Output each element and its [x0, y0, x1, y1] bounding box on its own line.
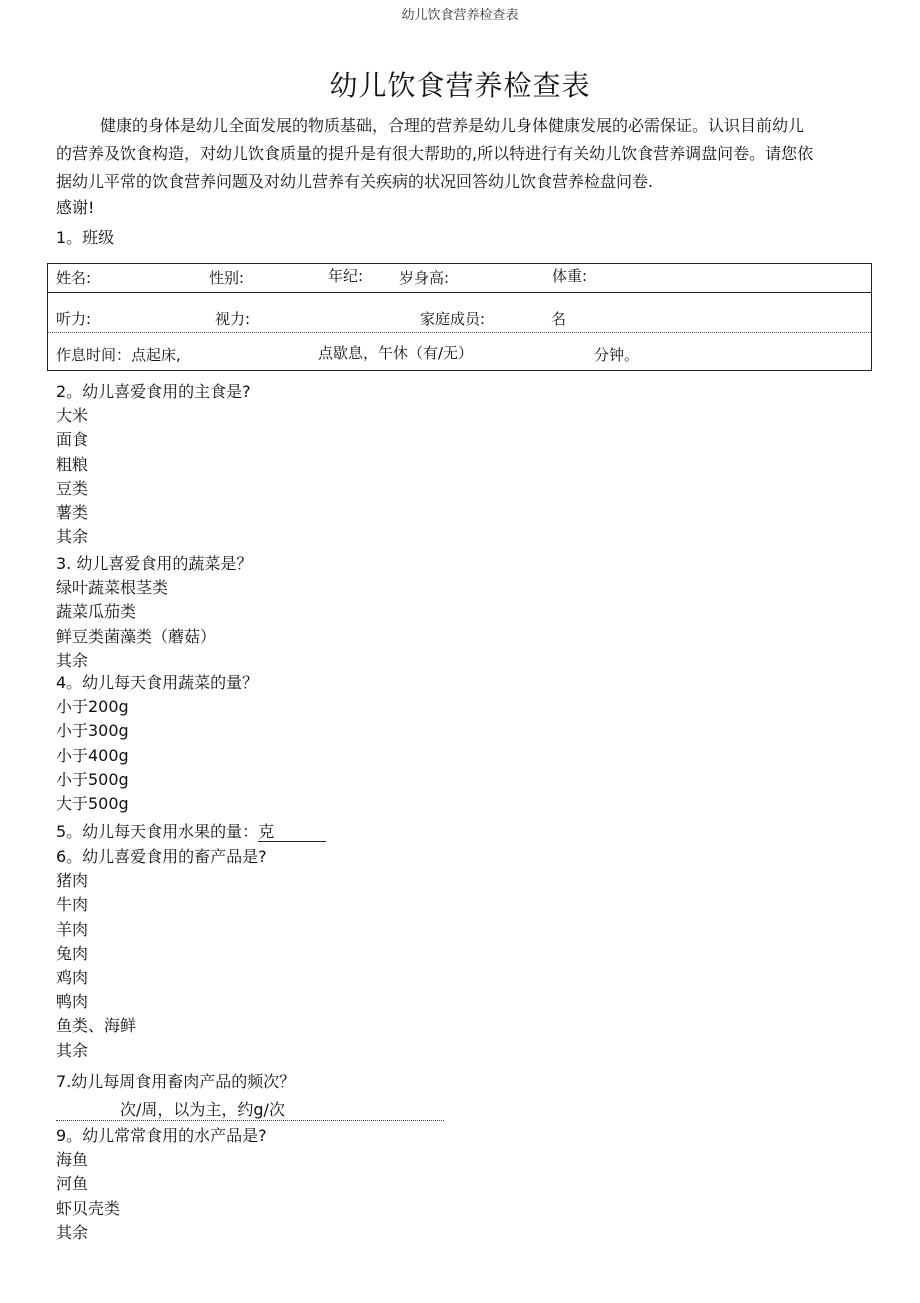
family-members-field[interactable]: 家庭成员: — [420, 310, 486, 328]
option-mutton[interactable]: 羊肉 — [56, 919, 89, 939]
basic-info-table — [47, 263, 872, 371]
option-rabbit[interactable]: 兔肉 — [56, 943, 89, 963]
option-under-200g[interactable]: 小于200g — [56, 697, 129, 717]
option-other[interactable]: 其余 — [56, 1222, 89, 1242]
meat-frequency-blank[interactable] — [56, 1100, 444, 1121]
option-coarse-grain[interactable]: 粗粮 — [56, 454, 89, 474]
option-beef[interactable]: 牛肉 — [56, 895, 89, 915]
option-fresh-beans-fungi[interactable]: 鲜豆类菌藻类（蘑菇） — [56, 626, 217, 646]
option-beans[interactable]: 豆类 — [56, 478, 89, 498]
question-7-title: 7.幼儿每周食用畜肉产品的频次？ — [56, 1072, 296, 1091]
question-2-title: 2。幼儿喜爱食用的主食是? — [56, 382, 251, 401]
option-river-fish[interactable]: 河鱼 — [56, 1174, 89, 1194]
page-title: 幼儿饮食营养检查表 — [329, 69, 591, 102]
intro-paragraph: 健康的身体是幼儿全面发展的物质基础，合理的营养是幼儿身体健康发展的必需保证。认识目前幼儿的营养及饮食构造，对幼儿饮食质量的提升是有很大帮助的,所以特进行有关幼儿饮食营养调盘问卷。请您依据幼儿平常的饮食营养问题及对幼儿营养有关疾病的状况回答幼儿饮食营养检盘问卷. — [56, 116, 814, 191]
thanks-text: 感谢! — [56, 198, 95, 217]
age-field[interactable]: 年纪: — [328, 267, 364, 285]
option-other[interactable]: 其余 — [56, 1040, 89, 1060]
option-leafy-root-veg[interactable]: 绿叶蔬菜根茎类 — [56, 578, 169, 598]
option-tubers[interactable]: 薯类 — [56, 502, 89, 522]
weight-field[interactable]: 体重: — [552, 267, 588, 285]
vision-field[interactable]: 视力: — [215, 310, 251, 328]
option-wheat[interactable]: 面食 — [56, 430, 89, 450]
wake-time-field[interactable]: 作息时间：点起床, — [56, 346, 181, 364]
option-duck[interactable]: 鸭肉 — [56, 992, 89, 1012]
question-1-class: 1。班级 — [56, 228, 115, 247]
question-9 — [56, 1124, 267, 1245]
option-other[interactable]: 其余 — [56, 650, 89, 670]
gender-field[interactable]: 性别: — [209, 269, 245, 287]
meat-frequency-text: 次/周，以为主，约g/次 — [120, 1100, 285, 1119]
name-field[interactable]: 姓名: — [56, 269, 92, 287]
option-under-500g[interactable]: 小于500g — [56, 769, 129, 789]
hearing-field[interactable]: 听力: — [56, 310, 92, 328]
question-6 — [56, 845, 267, 1063]
option-shrimp-shellfish[interactable]: 虾贝壳类 — [56, 1198, 121, 1218]
option-rice[interactable]: 大米 — [56, 406, 89, 426]
nap-minutes-field[interactable]: 分钟。 — [594, 346, 640, 364]
running-header: 幼儿饮食营养检查表 — [401, 8, 519, 23]
question-4 — [56, 671, 258, 816]
option-melon-eggplant[interactable]: 蔬菜瓜茄类 — [56, 602, 137, 622]
fruit-amount-blank[interactable] — [258, 823, 326, 842]
info-row-2 — [48, 292, 871, 333]
info-row-1 — [48, 264, 871, 293]
rest-time-field[interactable]: 点歇息，午休（有/无） — [318, 344, 474, 362]
question-3-title: 3. 幼儿喜爱食用的蔬菜是？ — [56, 554, 253, 573]
option-other[interactable]: 其余 — [56, 527, 89, 547]
question-3 — [56, 552, 252, 673]
option-chicken[interactable]: 鸡肉 — [56, 967, 89, 987]
option-under-400g[interactable]: 小于400g — [56, 745, 129, 765]
option-under-300g[interactable]: 小于300g — [56, 721, 129, 741]
option-pork[interactable]: 猪肉 — [56, 871, 89, 891]
option-over-500g[interactable]: 大于500g — [56, 793, 129, 813]
info-row-3 — [48, 333, 871, 371]
fruit-amount-unit: 克 — [258, 822, 275, 841]
question-5-title: 5。幼儿每天食用水果的量： — [56, 822, 259, 841]
question-5 — [56, 820, 326, 844]
height-field[interactable]: 岁身高: — [399, 269, 450, 287]
option-sea-fish[interactable]: 海鱼 — [56, 1150, 89, 1170]
question-2 — [56, 380, 251, 549]
question-9-title: 9。幼儿常常食用的水产品是? — [56, 1126, 267, 1145]
question-4-title: 4。幼儿每天食用蔬菜的量？ — [56, 673, 259, 692]
option-fish-seafood[interactable]: 鱼类、海鲜 — [56, 1016, 137, 1036]
family-members-unit: 名 — [551, 310, 567, 328]
question-6-title: 6。幼儿喜爱食用的畜产品是? — [56, 847, 267, 866]
